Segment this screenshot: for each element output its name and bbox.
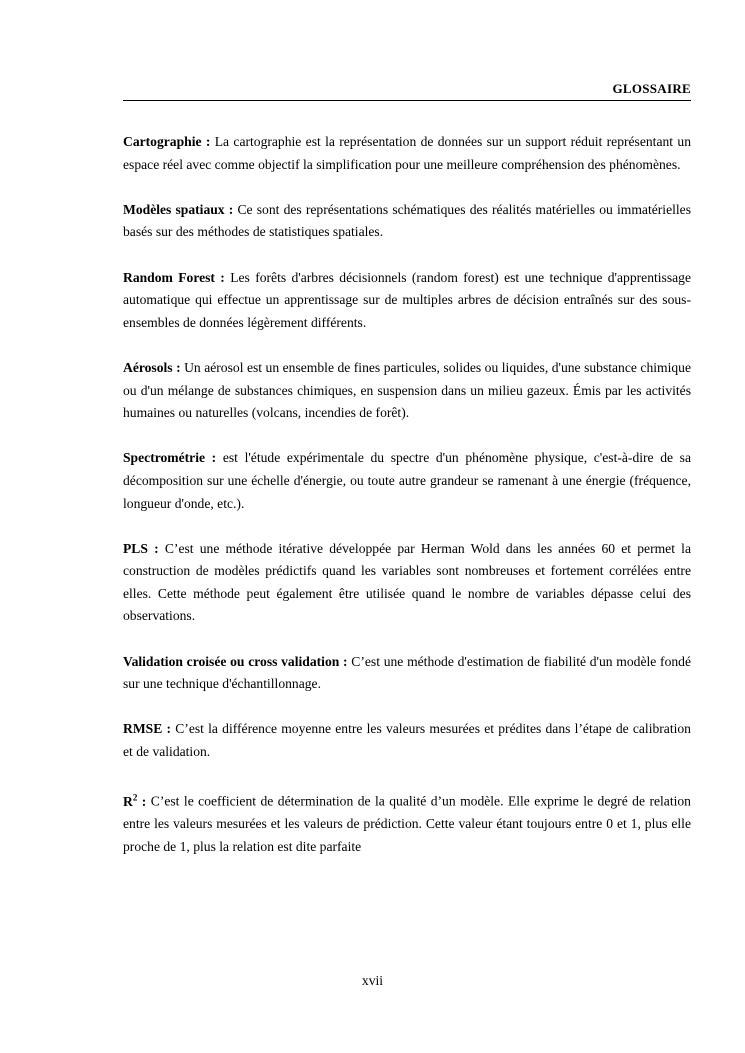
glossary-term: Spectrométrie : [123, 450, 217, 466]
glossary-term [123, 794, 146, 809]
glossary-body [123, 131, 691, 881]
glossary-term-base: R [123, 793, 133, 809]
glossary-term: Aérosols : [123, 359, 181, 375]
page-footer [0, 973, 745, 989]
glossary-term: Modèles spatiaux : [123, 201, 234, 217]
glossary-entry-spectrometrie [123, 447, 691, 515]
glossary-term: Validation croisée ou cross validation : [123, 653, 348, 669]
glossary-entry-random-forest [123, 267, 691, 335]
glossary-definition: La cartographie est la représentation de données sur un support réduit représentant un espace réel avec comme objectif la simplification pour une meilleure compréhension des phénomènes. [123, 134, 691, 172]
glossary-entry-aerosols [123, 357, 691, 425]
glossary-definition: C’est une méthode d'estimation de fiabilité d'un modèle fondé sur une technique d'échantillonnage. [123, 653, 691, 692]
glossary-entry-rmse [123, 718, 691, 763]
glossary-term: PLS : [123, 540, 159, 556]
glossary-term-suffix: : [137, 793, 147, 809]
glossary-entry-cartographie [123, 131, 691, 176]
glossary-definition: C’est une méthode itérative développée par Herman Wold dans les années 60 et permet la construction de modèles prédictifs quand les variables sont nombreuses et fortement corrélées entre elles. Cette méthode peut également être utilisée quand le nombre de variables dépasse celui des observations. [123, 540, 691, 624]
page-header [123, 80, 691, 101]
page-title: GLOSSAIRE [612, 81, 691, 96]
glossary-definition: Ce sont des représentations schématiques des réalités matérielles ou immatérielles basés sur des méthodes de statistiques spatiales. [123, 201, 691, 240]
glossary-entry-modeles-spatiaux [123, 199, 691, 244]
glossary-entry-validation-croisee [123, 651, 691, 696]
page-number: xvii [361, 973, 384, 988]
glossary-entry-r2 [123, 786, 691, 858]
glossary-term: RMSE : [123, 721, 172, 737]
glossary-definition: C’est le coefficient de détermination de la qualité d’un modèle. Elle exprime le degré de relation entre les valeurs mesurées et les valeurs de prédiction. Cette valeur étant toujours entre 0 et 1, plus elle proche de 1, plus la relation est dite parfaite [123, 793, 691, 854]
glossary-term-superscript: 2 [132, 792, 138, 803]
glossary-definition: C’est la différence moyenne entre les valeurs mesurées et prédites dans l’étape de calibration et de validation. [123, 721, 691, 760]
glossary-definition: Un aérosol est un ensemble de fines particules, solides ou liquides, d'une substance chimique ou d'un mélange de substances chimiques, en suspension dans un milieu gazeux. Émis par les activités humaines ou naturelles (volcans, incendies de forêt). [123, 359, 691, 421]
glossary-term: Random Forest : [123, 269, 225, 285]
glossary-definition: est l'étude expérimentale du spectre d'un phénomène physique, c'est-à-dire de sa décomposition sur une échelle d'énergie, ou toute autre grandeur se ramenant à une énergie (fréquence, longueur d'onde, etc.). [123, 450, 692, 511]
glossary-term: Cartographie : [123, 134, 211, 149]
glossary-definition: Les forêts d'arbres décisionnels (random forest) est une technique d'apprentissage automatique qui effectue un apprentissage sur de multiples arbres de décision entraînés sur des sous-ensembles de données légèrement différents. [123, 269, 691, 330]
glossary-entry-pls [123, 538, 691, 628]
